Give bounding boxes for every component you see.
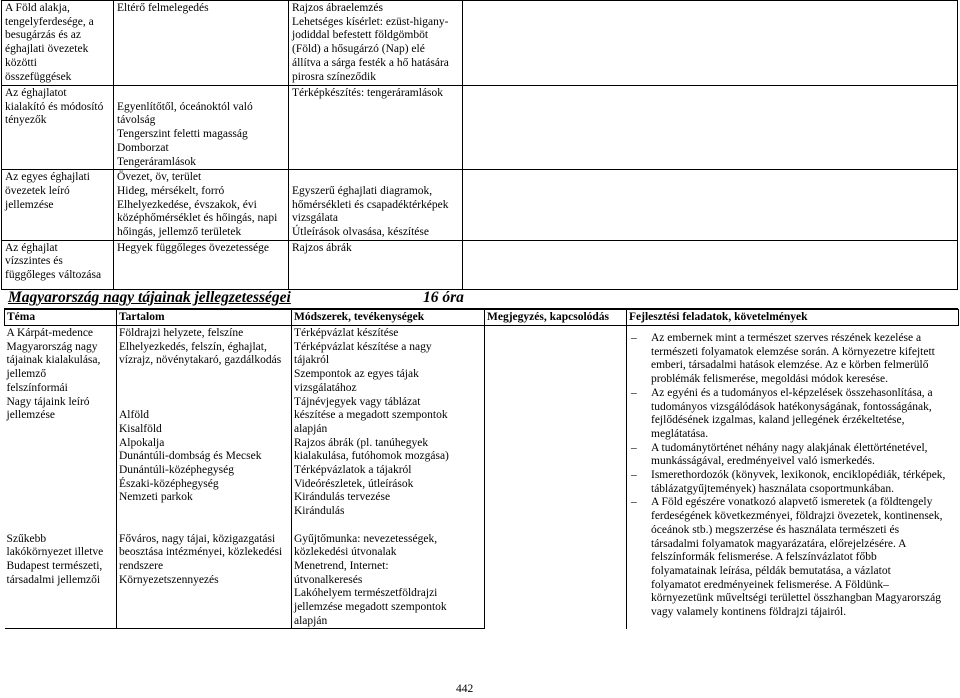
text-line (7, 519, 115, 533)
development-text (651, 332, 957, 387)
notes-cell (463, 170, 958, 241)
content-cell (114, 170, 289, 241)
text-line: (Föld) a hősugárzó (Nap) elé (292, 43, 425, 56)
text-line: Domborzat (117, 141, 169, 154)
text-line: Övezet, öv, terület (117, 171, 202, 184)
cell-text (294, 327, 482, 341)
development-item (629, 442, 957, 469)
dash-bullet-icon: – (631, 441, 637, 454)
topic-cell (2, 240, 114, 289)
text-line: Menetrend, Internet: (294, 559, 389, 572)
text-line (117, 87, 285, 101)
tema-cell (5, 396, 117, 533)
text-line: állítva a sárga festék a hő hatására (292, 56, 449, 69)
text-line (119, 396, 289, 410)
text-line: Térképvázlat készítése a nagy (294, 340, 432, 353)
topic-cell (2, 1, 114, 86)
text-line: Környezetszennyezés (119, 573, 219, 586)
topic-row (2, 86, 958, 170)
text-line: Földrajzi helyzete, felszíne (119, 327, 244, 339)
development-list (629, 332, 957, 620)
text-line: Lakóhelyem természetföldrajzi (294, 587, 438, 600)
cell-text (117, 242, 285, 256)
text-line: meglátatása. (651, 427, 709, 440)
text-line: hőmérsékleti és csapadéktérképek (292, 198, 449, 211)
development-text (651, 442, 957, 469)
text-line: készítése a megadott szempontok (294, 409, 448, 422)
text-line: jodiddal befestett földgömböt (292, 29, 429, 42)
header-megjegyzes: Megjegyzés, kapcsolódás (485, 310, 627, 326)
topic-row (2, 240, 958, 289)
content-cell (114, 1, 289, 86)
text-line: alapján (294, 614, 328, 627)
cell-text (292, 2, 459, 84)
text-line: besugárzás és az (5, 29, 81, 42)
text-line: tájainak kialakulása, (6, 354, 101, 367)
text-line: jellemző (6, 368, 47, 381)
text-line: pirosra színeződik (292, 70, 376, 83)
text-line: Kisalföld (119, 422, 162, 435)
megjegyzes-cell (485, 326, 627, 629)
notes-cell (463, 240, 958, 289)
tartalom-cell (117, 533, 292, 629)
text-line: jellemzése megadott szempontok (294, 601, 447, 614)
text-line: Alföld (119, 409, 150, 422)
text-line: rendszere (119, 559, 164, 572)
text-line: függőleges változása (5, 269, 102, 282)
text-line: távolság (117, 114, 156, 127)
text-line: Az egyéni és a tudományos el-képzelések összehasonlítása, a (651, 386, 933, 399)
text-line: éghajlati övezetek (5, 43, 89, 56)
text-line: jellemzése (6, 409, 56, 422)
method-cell (289, 170, 463, 241)
text-line: Térképkészítés: tengeráramlások (292, 87, 444, 99)
text-line: Dunántúli-dombság és Mecsek (119, 450, 262, 463)
text-line: Tengerszint feletti magasság (117, 128, 248, 141)
tartalom-cell (117, 326, 292, 341)
cell-text (7, 396, 115, 533)
text-line: Ismerethordozók (könyvek, lexikonok, enciklopédiák, térképek, (651, 469, 946, 482)
text-line: Budapest természeti, (6, 559, 103, 572)
tema-cell (5, 326, 117, 341)
content-cell (114, 240, 289, 289)
text-line: táblázatgyűjtemények) használata csoportmunkában. (651, 482, 894, 495)
text-line: A tudománytörténet néhány nagy alakjának élettörténetével, (651, 441, 928, 454)
text-line (7, 437, 115, 451)
text-line: tengelyferdesége, a (5, 15, 94, 28)
modszerek-cell (292, 341, 485, 396)
development-item (629, 332, 957, 387)
tema-cell (5, 533, 117, 629)
cell-text (119, 396, 289, 533)
text-line: Tájnévjegyek vagy táblázat (294, 395, 421, 408)
text-line: Az éghajlat (5, 241, 58, 254)
text-line: vagy valamely kontinens földrajzi tájairól. (651, 606, 847, 619)
cell-text (119, 327, 289, 341)
header-fejlesztes: Fejlesztési feladatok, követelmények (627, 310, 959, 326)
text-line: övezetek leíró (5, 184, 70, 197)
cell-text (5, 171, 110, 212)
text-line: Elhelyezkedése, évszakok, évi (117, 198, 257, 211)
text-line: Egyenlítőtől, óceánoktól való (117, 100, 253, 113)
text-line: Rajzos ábraelemzés (292, 2, 383, 14)
content-cell (114, 86, 289, 170)
topic-row (2, 1, 958, 86)
text-line: problémák felismerése, megoldási módok keresése. (651, 373, 888, 386)
topic-cell (2, 170, 114, 241)
text-line: Főváros, nagy tájai, közigazgatási (119, 532, 276, 545)
text-line: felszínformái (6, 381, 68, 394)
cell-text (119, 533, 289, 588)
text-line: összefüggések (5, 70, 72, 83)
text-line: Nemzeti parkok (119, 491, 193, 504)
cell-text (117, 87, 285, 169)
text-line: Az embernek mint a természet szerves részének kezelése a (651, 332, 922, 344)
text-line (7, 450, 115, 464)
text-line: A Föld alakja, (5, 2, 70, 14)
text-line: Dunántúli-középhegység (119, 464, 234, 477)
cell-text (5, 87, 110, 128)
page-number: 442 (456, 683, 474, 695)
cell-text (7, 341, 115, 396)
text-line: természeti folyamatok elemzése során. A környezetre kifejtett (651, 345, 935, 358)
cell-text (292, 171, 459, 240)
text-line: tájakról (294, 354, 330, 367)
section-heading (8, 289, 464, 307)
dash-bullet-icon: – (631, 332, 637, 344)
development-item (629, 469, 957, 496)
section-title: Magyarország nagy tájainak jellegzetességei (8, 289, 291, 306)
cell-text (119, 341, 289, 368)
method-cell (289, 240, 463, 289)
cell-text (5, 242, 110, 283)
topic-cell (2, 86, 114, 170)
tartalom-cell (117, 396, 292, 533)
notes-cell (463, 1, 958, 86)
text-line: A Föld egészére vonatkozó alapvető ismeretek (a földtengely (651, 496, 933, 509)
cell-text (294, 341, 482, 396)
text-line: Hegyek függőleges övezetessége (117, 241, 269, 254)
modszerek-cell (292, 396, 485, 533)
header-tema: Téma (5, 310, 117, 326)
text-line: vízszintes és (5, 255, 63, 268)
text-line: kialakító és módosító (5, 100, 104, 113)
text-line: Lehetséges kísérlet: ezüst-higany- (292, 15, 449, 28)
topic-row (2, 170, 958, 241)
text-line: Egyszerű éghajlati diagramok, (292, 184, 433, 197)
text-line: hőingás, jellemző területek (117, 226, 242, 239)
curriculum-table (4, 309, 959, 629)
text-line: alapján (294, 422, 328, 435)
text-line: Térképvázlatok a tájakról (294, 464, 412, 477)
cell-text (294, 396, 482, 519)
text-line: Nagy tájaink leíró (6, 395, 90, 408)
text-line: tényezők (5, 114, 47, 127)
development-text (651, 469, 957, 496)
text-line: Elhelyezkedés, felszín, éghajlat, (119, 340, 267, 353)
text-line: Alpokalja (119, 436, 165, 449)
cell-text (5, 2, 110, 84)
text-line: Gyűjtőmunka: nevezetességek, (294, 532, 438, 545)
text-line: Szempontok az egyes tájak (294, 368, 419, 381)
header-tartalom: Tartalom (117, 310, 292, 326)
continued-topics-table (1, 0, 958, 290)
text-line: középhőmérséklet és hőingás, napi (117, 212, 278, 225)
text-line: Hideg, mérsékelt, forró (117, 184, 225, 197)
cell-text (294, 533, 482, 629)
text-line: vízrajz, növénytakaró, gazdálkodás (119, 354, 282, 367)
text-line: kialakulása, futóhomok mozgása) (294, 450, 449, 463)
text-line: Videórészletek, útleírások (294, 477, 414, 490)
text-line: útvonalkeresés (294, 573, 363, 586)
dash-bullet-icon: – (631, 386, 637, 399)
text-line: munkásságával, eredményeivel való ismerkedés. (651, 455, 875, 468)
tema-cell (5, 341, 117, 396)
method-cell (289, 86, 463, 170)
text-line: folyamatot eredményeinek felismerése. A Földünk– (651, 578, 889, 591)
text-line: Szűkebb (6, 532, 47, 545)
development-item (629, 387, 957, 442)
text-line: A Kárpát-medence (6, 327, 94, 339)
header-modszerek: Módszerek, tevékenységek (292, 310, 485, 326)
text-line (7, 464, 115, 478)
text-line: Az éghajlatot (5, 87, 67, 99)
text-line: Északi-középhegység (119, 477, 219, 490)
text-line: ferdeségének következményei, földrajzi övezetek, kontinensek, (651, 510, 943, 523)
dash-bullet-icon: – (631, 496, 637, 509)
text-line: Tengeráramlások (117, 155, 197, 168)
cell-text (7, 327, 115, 341)
text-line: óceánok stb.) megszerzése és használata természeti és (651, 523, 900, 536)
text-line: fejlődésének izgalmas, kaland jellegének érzékeltetése, (651, 414, 905, 427)
text-line: közötti (5, 56, 37, 69)
cell-text (292, 242, 459, 256)
text-line (7, 423, 115, 437)
text-line: emberi, társadalmi hatások elemzése. Az e körben felmerülő (651, 359, 929, 372)
cell-text (7, 533, 115, 588)
text-line: környezetünk műveltségi területtel összhangban Magyarország (651, 592, 941, 605)
text-line (119, 505, 289, 519)
development-text (651, 496, 957, 619)
text-line: Rajzos ábrák (292, 241, 352, 254)
development-item (629, 496, 957, 619)
method-cell (289, 1, 463, 86)
text-line: felszínformák felismerése. A felszínvázlatot főbb (651, 551, 877, 564)
text-line (7, 491, 115, 505)
cell-text (117, 2, 285, 16)
fejlesztes-cell (627, 326, 959, 629)
text-line: társadalmi jellemzői (6, 573, 101, 586)
curriculum-row (5, 326, 959, 341)
text-line: tudományos vizsgálódások hatékonyságának, fontosságának, (651, 400, 932, 413)
text-line: társadalmi folyamatok magyarázatára, előrejelzésére. A (651, 537, 907, 550)
notes-cell (463, 86, 958, 170)
cell-text (117, 171, 285, 240)
modszerek-cell (292, 533, 485, 629)
dash-bullet-icon: – (631, 469, 637, 482)
text-line (7, 478, 115, 492)
text-line: Kirándulás (294, 505, 345, 518)
text-line: Rajzos ábrák (pl. tanúhegyek (294, 436, 429, 449)
header-row (5, 310, 959, 326)
text-line: Eltérő felmelegedés (117, 2, 209, 14)
tartalom-cell (117, 341, 292, 396)
text-line: közlekedési útvonalak (294, 546, 397, 559)
text-line (292, 171, 459, 185)
text-line: Az egyes éghajlati (5, 171, 90, 184)
development-text (651, 387, 957, 442)
text-line: Útleírások olvasása, készítése (292, 226, 429, 239)
text-line (119, 519, 289, 533)
text-line: vizsgálata (292, 212, 338, 225)
text-line: Térképvázlat készítése (294, 327, 399, 339)
text-line: beosztása intézményei, közlekedési (119, 546, 283, 559)
modszerek-cell (292, 326, 485, 341)
cell-text (292, 87, 459, 101)
text-line: lakókörnyezet illetve (6, 546, 104, 559)
text-line: jellemzése (5, 198, 54, 211)
text-line: Kirándulás tervezése (294, 491, 391, 504)
text-line: folyamatainak leírása, példák bemutatása, a vázlatot (651, 564, 891, 577)
section-hours: 16 óra (423, 289, 464, 306)
text-line (7, 505, 115, 519)
text-line: vizsgálatához (294, 381, 357, 394)
text-line: Magyarország nagy (6, 340, 98, 353)
